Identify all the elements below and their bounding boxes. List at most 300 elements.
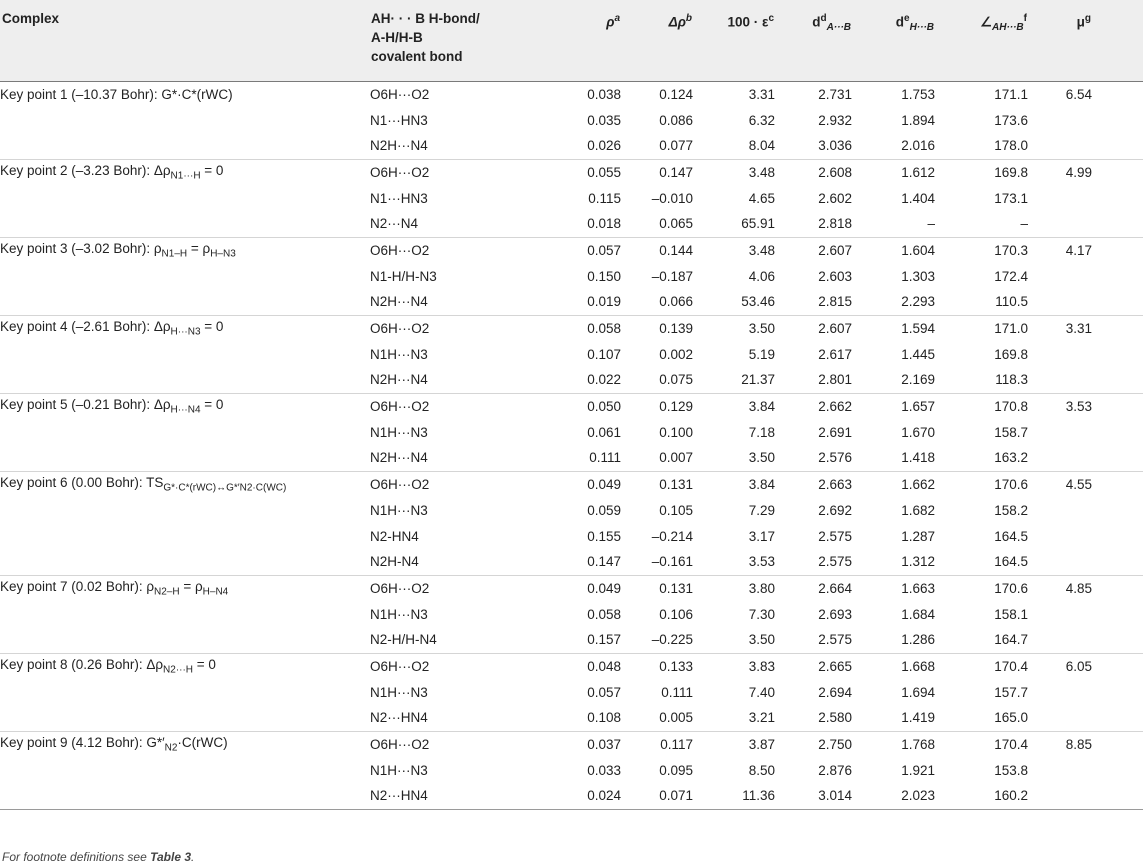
cell-d-h-b: 1.894 [901,112,935,128]
cell-spacer [1092,783,1143,809]
cell-bond: N2H···N4 [370,450,428,466]
cell-rho: 0.018 [587,216,621,232]
cell-d-h-b: 1.668 [852,653,935,679]
cell-complex: Key point 2 (–3.23 Bohr): $\Delta\rho_{N1\cdot\cdot\cdot H} = 0$ [0,159,370,185]
cell-mu [1028,705,1092,731]
cell-complex: Key point 8 (0.26 Bohr): $\Delta\rho_{N2\cdot\cdot\cdot H} = 0$ [0,653,370,679]
cell-delta-rho: 0.071 [621,783,693,809]
cell-rho: 0.115 [588,190,621,206]
cell-rho: 0.061 [587,424,621,440]
cell-bond: N1H···N3 [370,346,428,362]
cell-d-h-b: 1.753 [901,86,935,102]
header-angle: $\angle_{AH\cdot\cdot\cdot B}^f$ [935,0,1028,81]
cell-d-h-b: 1.445 [901,346,935,362]
cell-d-a-b: 2.603 [818,268,852,284]
cell-bond: N1-H/H-N3 [370,268,437,284]
cell-spacer [1092,445,1143,471]
cell-complex [0,367,370,393]
cell-spacer [1092,679,1143,705]
cell-d-a-b: 2.575 [818,528,852,544]
cell-delta-rho: 0.144 [621,237,693,263]
cell-spacer [1092,731,1143,757]
cell-ellipticity: 3.31 [748,86,775,102]
cell-complex [0,211,370,237]
cell-spacer [1092,211,1143,237]
cell-spacer [1092,471,1143,497]
cell-angle: 169.8 [994,346,1028,362]
cell-d-a-b: 2.580 [818,710,852,726]
cell-spacer [1092,601,1143,627]
cell-mu: 4.55 [1028,471,1092,497]
header-complex: Complex [0,0,370,81]
cell-bond: N2···N4 [370,216,419,232]
cell-bond: O6H···O2 [370,653,568,679]
cell-d-h-b: 1.657 [852,393,935,419]
header-rho: $\rho^a$ [568,0,621,81]
cell-spacer [1092,627,1143,653]
cell-complex [0,783,370,809]
cell-d-a-b: 2.815 [818,294,852,310]
cell-mu: 4.85 [1028,575,1092,601]
cell-rho: 0.038 [587,86,621,102]
cell-delta-rho: 0.077 [659,138,693,154]
cell-mu [1028,419,1092,445]
table-row [0,471,1143,497]
cell-delta-rho: 0.129 [621,393,693,419]
cell-angle: 170.3 [935,237,1028,263]
table-row [0,679,1143,705]
cell-ellipticity: 3.83 [693,653,775,679]
cell-bond: N2-H/H-N4 [370,632,437,648]
cell-spacer [1092,523,1143,549]
cell-ellipticity: 3.21 [748,710,775,726]
cell-complex: Key point 4 (–2.61 Bohr): $\Delta\rho_{H\cdot\cdot\cdot N3} = 0$ [0,315,370,341]
cell-angle: 164.5 [994,528,1028,544]
cell-complex [0,289,370,315]
cell-spacer [1092,263,1143,289]
cell-ellipticity: 4.06 [748,268,775,284]
cell-d-a-b: 2.801 [818,372,852,388]
cell-delta-rho: 0.105 [659,502,693,518]
cell-delta-rho: 0.131 [621,471,693,497]
cell-d-h-b: 1.312 [901,554,935,570]
cell-angle: 171.0 [935,315,1028,341]
cell-d-a-b: 2.818 [818,216,852,232]
cell-rho: 0.022 [587,372,621,388]
cell-angle: 170.6 [935,471,1028,497]
cell-complex: Key point 1 (–10.37 Bohr): G*·C*(rWC) [0,86,233,102]
cell-rho: 0.035 [587,112,621,128]
cell-complex [0,419,370,445]
header-d-h-b: $d^e_{H\cdot\cdot\cdot B}$ [852,0,935,81]
cell-ellipticity: 3.50 [748,632,775,648]
cell-ellipticity: 3.48 [693,159,775,185]
header-spacer [1092,0,1143,81]
cell-bond: N1···HN3 [370,112,428,128]
header-ellipticity: $100 \cdot \varepsilon^c$ [693,0,775,81]
cell-angle: 110.5 [995,294,1028,310]
cell-rho: 0.157 [587,632,621,648]
cell-delta-rho: 0.147 [621,159,693,185]
cell-d-h-b: 1.594 [852,315,935,341]
cell-mu: 6.05 [1028,653,1092,679]
cell-bond: N1H···N3 [370,762,428,778]
cell-mu [1028,185,1092,211]
cell-angle: 173.1 [994,190,1028,206]
cell-complex [0,679,370,705]
cell-bond: O6H···O2 [370,159,568,185]
cell-spacer [1092,107,1143,133]
cell-ellipticity: 3.80 [693,575,775,601]
cell-spacer [1092,237,1143,263]
cell-bond: O6H···O2 [370,237,568,263]
cell-d-h-b: 1.404 [901,190,935,206]
cell-mu [1028,341,1092,367]
cell-mu [1028,133,1092,159]
cell-delta-rho: 0.066 [659,294,693,310]
cell-angle: 153.8 [994,762,1028,778]
cell-rho: 0.049 [568,471,621,497]
cell-mu: 3.53 [1028,393,1092,419]
cell-d-a-b: 2.691 [818,424,852,440]
cell-d-h-b: 1.694 [901,684,935,700]
cell-delta-rho: 0.124 [659,86,693,102]
cell-mu [1028,549,1092,575]
header-row [0,0,1143,81]
cell-rho: 0.108 [587,710,621,726]
table-row [0,367,1143,393]
cell-d-a-b: 2.693 [818,606,852,622]
cell-bond: O6H···O2 [370,393,568,419]
cell-complex [0,705,370,731]
cell-d-a-b: 2.575 [818,632,852,648]
cell-angle: – [1020,216,1028,232]
cell-d-a-b: 2.665 [775,653,852,679]
cell-angle: 165.0 [994,710,1028,726]
cell-d-h-b: 1.287 [901,528,935,544]
cell-mu [1028,263,1092,289]
cell-rho: 0.026 [587,138,621,154]
cell-d-a-b: 2.750 [775,731,852,757]
table-row [0,419,1143,445]
cell-spacer [1092,419,1143,445]
cell-spacer [1092,549,1143,575]
table-row [0,705,1143,731]
cell-d-a-b: 2.607 [775,237,852,263]
cell-d-h-b: 1.684 [901,606,935,622]
header-mu: $\mu^g$ [1028,0,1092,81]
cell-delta-rho: 0.106 [659,606,693,622]
cell-delta-rho: 0.131 [621,575,693,601]
cell-angle: 118.3 [995,372,1028,388]
cell-ellipticity: 53.46 [741,294,775,310]
cell-rho: 0.058 [587,606,621,622]
cell-bond: N1H···N3 [370,606,428,622]
table-row [0,341,1143,367]
cell-angle: 173.6 [994,112,1028,128]
cell-d-h-b: 1.663 [852,575,935,601]
cell-ellipticity: 21.37 [741,372,775,388]
cell-mu: 4.99 [1028,159,1092,185]
cell-d-a-b: 2.575 [818,554,852,570]
cell-d-a-b: 2.617 [818,346,852,362]
cell-complex [0,601,370,627]
cell-d-a-b: 2.576 [818,450,852,466]
table-row [0,497,1143,523]
cell-angle: 164.5 [994,554,1028,570]
cell-d-h-b: 1.418 [901,450,935,466]
cell-ellipticity: 7.18 [748,424,775,440]
cell-rho: 0.037 [568,731,621,757]
cell-d-h-b: 1.921 [901,762,935,778]
cell-angle: 158.1 [994,606,1028,622]
cell-ellipticity: 8.50 [748,762,775,778]
cell-d-a-b: 2.692 [818,502,852,518]
header-delta-rho: $\Delta\rho^b$ [621,0,693,81]
cell-angle: 172.4 [994,268,1028,284]
cell-ellipticity: 7.29 [748,502,775,518]
cell-angle: 171.1 [994,86,1028,102]
cell-d-a-b: 2.607 [775,315,852,341]
cell-mu [1028,627,1092,653]
cell-angle: 158.2 [994,502,1028,518]
table-row [0,185,1143,211]
cell-d-h-b: 1.286 [901,632,935,648]
cell-ellipticity: 3.84 [693,393,775,419]
cell-angle: 158.7 [994,424,1028,440]
cell-delta-rho: 0.139 [621,315,693,341]
cell-delta-rho: 0.075 [659,372,693,388]
cell-spacer [1092,341,1143,367]
cell-rho: 0.107 [587,346,621,362]
cell-d-h-b: 2.023 [852,783,935,809]
table-row [0,575,1143,601]
cell-d-a-b: 2.876 [818,762,852,778]
cell-spacer [1092,575,1143,601]
cell-rho: 0.059 [587,502,621,518]
cell-spacer [1092,133,1143,159]
table-row [0,289,1143,315]
cell-delta-rho: 0.086 [659,112,693,128]
cell-d-h-b: 1.303 [901,268,935,284]
cell-delta-rho: 0.100 [659,424,693,440]
cell-bond: N2H···N4 [370,294,428,310]
cell-bond: N1H···N3 [370,684,428,700]
cell-angle: 170.8 [935,393,1028,419]
cell-spacer [1092,81,1143,107]
cell-bond: N2-HN4 [370,528,419,544]
cell-d-a-b: 2.932 [818,112,852,128]
table-footnote: For footnote definitions see Table 3. [2,850,195,864]
cell-complex [0,497,370,523]
cell-rho: 0.024 [568,783,621,809]
cell-d-a-b: 2.664 [775,575,852,601]
cell-delta-rho: –0.187 [651,268,693,284]
cell-spacer [1092,289,1143,315]
cell-delta-rho: 0.005 [659,710,693,726]
cell-delta-rho: –0.225 [651,632,693,648]
table-row [0,263,1143,289]
cell-bond: N2H···N4 [370,138,428,154]
cell-angle: 169.8 [935,159,1028,185]
cell-d-h-b: 1.662 [852,471,935,497]
cell-complex [0,107,370,133]
table-row [0,783,1143,809]
cell-delta-rho: 0.007 [659,450,693,466]
cell-delta-rho: –0.161 [651,554,693,570]
cell-mu [1028,107,1092,133]
cell-bond: O6H···O2 [370,86,430,102]
cell-bond: N2···HN4 [370,710,428,726]
cell-ellipticity: 3.50 [748,450,775,466]
cell-mu [1028,679,1092,705]
cell-rho: 0.033 [587,762,621,778]
cell-ellipticity: 7.40 [748,684,775,700]
cell-d-h-b: 2.293 [901,294,935,310]
cell-spacer [1092,757,1143,783]
cell-bond: N2···HN4 [370,783,568,809]
cell-complex [0,341,370,367]
table-row [0,627,1143,653]
cell-bond: O6H···O2 [370,315,568,341]
table-row [0,601,1143,627]
table-row [0,757,1143,783]
cell-bond: O6H···O2 [370,731,568,757]
cell-complex: Key point 3 (–3.02 Bohr): $\rho_{N1-H} = \rho_{H-N3}$ [0,237,370,263]
cell-bond: O6H···O2 [370,471,568,497]
cell-mu [1028,289,1092,315]
cell-d-h-b: 2.016 [901,138,935,154]
table-row [0,159,1143,185]
cell-complex [0,133,370,159]
cell-d-a-b: 2.608 [775,159,852,185]
cell-rho: 0.147 [587,554,621,570]
cell-complex [0,627,370,653]
cell-delta-rho: 0.117 [621,731,693,757]
cell-delta-rho: 0.095 [659,762,693,778]
cell-rho: 0.155 [587,528,621,544]
cell-ellipticity: 3.50 [693,315,775,341]
cell-complex [0,185,370,211]
cell-rho: 0.057 [568,237,621,263]
cell-mu [1028,445,1092,471]
table-row [0,393,1143,419]
cell-ellipticity: 6.32 [748,112,775,128]
cell-d-h-b: 2.169 [901,372,935,388]
cell-spacer [1092,653,1143,679]
cell-angle: 170.4 [935,731,1028,757]
cell-complex [0,445,370,471]
cell-ellipticity: 65.91 [741,216,775,232]
table-row [0,237,1143,263]
cell-delta-rho: 0.002 [659,346,693,362]
cell-ellipticity: 5.19 [748,346,775,362]
cell-ellipticity: 3.84 [693,471,775,497]
cell-complex [0,263,370,289]
table-row [0,107,1143,133]
cell-angle: 178.0 [994,138,1028,154]
table-row [0,445,1143,471]
cell-rho: 0.150 [587,268,621,284]
cell-delta-rho: –0.214 [651,528,693,544]
cell-complex: Key point 7 (0.02 Bohr): $\rho_{N2-H} = \rho_{H-N4}$ [0,575,370,601]
cell-angle: 164.7 [994,632,1028,648]
cell-d-h-b: 1.768 [852,731,935,757]
cell-complex [0,757,370,783]
cell-spacer [1092,159,1143,185]
cell-spacer [1092,315,1143,341]
cell-ellipticity: 7.30 [748,606,775,622]
cell-mu [1028,523,1092,549]
table-body [0,81,1143,809]
table-row [0,653,1143,679]
cell-ellipticity: 4.65 [748,190,775,206]
cell-rho: 0.049 [568,575,621,601]
cell-mu [1028,783,1092,809]
cell-rho: 0.019 [587,294,621,310]
cell-d-h-b: 1.419 [901,710,935,726]
cell-spacer [1092,393,1143,419]
cell-d-h-b: 1.670 [901,424,935,440]
cell-angle: 170.6 [935,575,1028,601]
cell-ellipticity: 3.17 [748,528,775,544]
cell-ellipticity: 8.04 [748,138,775,154]
cell-mu [1028,601,1092,627]
cell-rho: 0.048 [568,653,621,679]
cell-delta-rho: 0.111 [661,684,693,700]
table-row [0,133,1143,159]
cell-bond: O6H···O2 [370,575,568,601]
cell-bond: N1H···N3 [370,502,428,518]
cell-spacer [1092,705,1143,731]
cell-d-a-b: 3.014 [775,783,852,809]
cell-d-h-b: 1.612 [852,159,935,185]
header-d-a-b: $d^d_{A\cdot\cdot\cdot B}$ [775,0,852,81]
cell-rho: 0.057 [587,684,621,700]
cell-d-a-b: 2.662 [775,393,852,419]
cell-d-h-b: – [927,216,935,232]
cell-d-a-b: 2.602 [818,190,852,206]
cell-spacer [1092,185,1143,211]
table-row [0,81,1143,107]
table-row [0,731,1143,757]
cell-mu [1028,757,1092,783]
cell-rho: 0.058 [568,315,621,341]
table-row [0,211,1143,237]
cell-angle: 160.2 [935,783,1028,809]
cell-d-a-b: 2.663 [775,471,852,497]
cell-angle: 170.4 [935,653,1028,679]
cell-rho: 0.050 [568,393,621,419]
cell-mu [1028,211,1092,237]
cell-mu: 6.54 [1065,86,1092,102]
cell-mu [1028,497,1092,523]
cell-ellipticity: 3.53 [748,554,775,570]
cell-bond: N2H-N4 [370,554,419,570]
table-row [0,315,1143,341]
cell-spacer [1092,367,1143,393]
cell-ellipticity: 11.36 [693,783,775,809]
cell-rho: 0.111 [589,450,621,466]
cell-bond: N1H···N3 [370,424,428,440]
cell-d-a-b: 2.694 [818,684,852,700]
cell-bond: N2H···N4 [370,372,428,388]
cell-ellipticity: 3.48 [693,237,775,263]
cell-mu: 4.17 [1028,237,1092,263]
cell-complex: Key point 5 (–0.21 Bohr): $\Delta\rho_{H\cdot\cdot\cdot N4} = 0$ [0,393,370,419]
cell-ellipticity: 3.87 [693,731,775,757]
cell-complex: Key point 6 (0.00 Bohr): $TS_{G*\cdot C*(rWC)\leftrightarrow G*'N2\cdot C(WC)}$ [0,471,370,497]
